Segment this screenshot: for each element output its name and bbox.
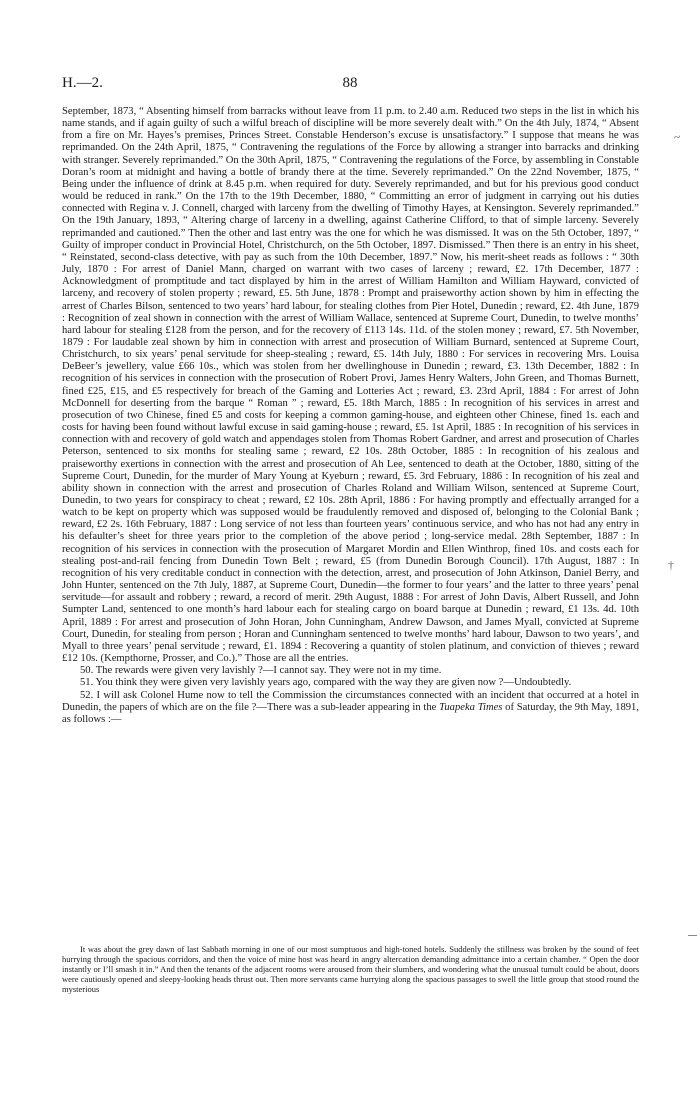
question-52 bbox=[62, 690, 639, 726]
margin-dash bbox=[688, 935, 697, 936]
margin-mark: † bbox=[668, 558, 674, 572]
question-52-end: of Saturday, the 9th May, 1891, as follows :— bbox=[62, 701, 639, 725]
question-52-start: 52. I will ask Colonel Hume now to tell the Commission the circumstances connected with an incident that occurred at a hotel in Dunedin, the papers of which are on the file ?—There was a sub-leader appearing in the bbox=[62, 689, 639, 713]
newspaper-title: Tuapeka Times bbox=[439, 701, 503, 713]
margin-mark: ~ bbox=[672, 129, 682, 145]
question-50: 50. The rewards were given very lavishly ?—I cannot say. They were not in my time. bbox=[80, 665, 442, 677]
quoted-article bbox=[62, 944, 639, 994]
series-label: H.—2. bbox=[62, 75, 103, 91]
page-number: 88 bbox=[342, 75, 358, 91]
question-51: 51. You think they were given very lavishly years ago, compared with the way they are given now ?—Undoubtedly. bbox=[80, 677, 572, 689]
paragraph-records: September, 1873, “ Absenting himself from barracks without leave from 11 p.m. to 2.40 a.m. Reduced two steps in the list in which his name stands, and if again guilty of such a wilful breach of discipline will be more severely dealt with.” On the 4th July, 1874, “ Absent from a fire on Mr. Hayes’s premises, Princes Street. Constable Henderson’s excuse is unsatisfactory.” I suppose that means he was reprimanded. On the 24th April, 1875, “ Contravening the regulations of the Force by allowing a stranger into barracks and drinking with stranger. Severely reprimanded.” On the 30th April, 1875, “ Contravening the regulations of the Force, by assembling in Constable Doran’s room at midnight and having a bottle of brandy there at the time. Severely reprimanded.” On the 22nd November, 1875, “ Being under the influence of drink at 8.45 p.m. when required for duty. Severely reprimanded, and but for his previous good conduct would be reduced in rank.” On the 17th to the 19th December, 1880, “ Committing an error of judgment in carrying out his duties connected with Regina v. J. Connell, charged with larceny from the dwelling of Timothy Hayes, at Kensington. Severely reprimanded.” On the 19th January, 1893, “ Altering charge of larceny in a dwelling, against Catherine Clifford, to that of simple larceny. Severely reprimanded and cautioned.” Then the other and last entry was the one for which he was dismissed. It was on the 5th October, 1897, “ Guilty of improper conduct in Provincial Hotel, Christchurch, on the 5th October, 1897. Dismissed.” Then there is an entry in his sheet, “ Reinstated, second-class detective, with pay as such from the 10th December, 1897.” Now, his merit-sheet reads as follows : “ 30th July, 1870 : For arrest of Daniel Mann, charged on warrant with two cases of larceny ; reward, £2. 17th December, 1877 : Acknowledgment of promptitude and tact displayed by him in the arrest of William Hamilton and William Hayward, convicted of larceny, and recovery of stolen property ; reward, £5. 5th June, 1878 : Prompt and praiseworthy action shown by him in effecting the arrest of Charles Bilson, sentenced to two years’ hard labour, for stealing clothes from Pier Hotel, Dunedin ; reward, £2. 4th June, 1879 : Recognition of zeal shown in connection with the arrest of William Wallace, sentenced at Supreme Court, Dunedin, to twelve months’ hard labour for stealing £128 from the person, and for the recovery of £113 14s. 11d. of the stolen money ; reward, £7. 5th November, 1879 : For laudable zeal shown by him in connection with arrest and prosecution of William Burnard, sentenced at Supreme Court, Christchurch, to six years’ penal servitude for sheep-stealing ; reward, £5. 14th July, 1880 : For services in recovering Mrs. Louisa DeBeer’s jewellery, value £66 10s., which was stolen from her dwellinghouse in Dunedin ; reward, £3. 13th December, 1882 : In recognition of his services in connection with the prosecution of Robert Provi, James Henry Walters, John Green, and Thomas Burnett, fined £25, £15, and £5 respectively for breach of the Gaming and Lotteries Act ; reward, £3. 23rd April, 1884 : For arrest of John McDonnell for deserting from the barque “ Roman ” ; reward, £5. 18th March, 1885 : In recognition of his services in arrest and prosecution of two Chinese, fined £5 and costs for keeping a common gaming-house, and eighteen other Chinese, fined 1s. each and costs for having been found without lawful excuse in said gaming-house ; reward, £5. 1st April, 1885 : In recognition of his services in connection with and recovery of gold watch and appendages stolen from Thomas Robert Gardner, and arrest and prosecution of Charles Peterson, sentenced to six months for stealing same ; reward, £2 10s. 28th October, 1885 : In recognition of his zealous and praiseworthy exertions in connection with the arrest and prosecution of Ah Lee, sentenced to death at the October, 1880, sitting of the Supreme Court, Dunedin, for the murder of Mary Young at Kyeburn ; reward, £5. 3rd February, 1886 : In recognition of his zeal and ability shown in connection with the arrest and prosecution of Charles Roland and William Wilson, sentenced at Supreme Court, Dunedin, to two years for conspiracy to cheat ; reward, £2 10s. 28th April, 1886 : For having promptly and effectually arranged for a watch to be kept on property which was supposed would be fraudulently removed and disposed of, belonging to the Colonial Bank ; reward, £2 2s. 16th February, 1887 : Long service of not less than fourteen years’ continuous service, and who has not had any entry in his defaulter’s sheet for three years prior to the completion of the above period ; long-service medal. 28th September, 1887 : In recognition of his services in connection with the prosecution of Margaret Mordin and Ellen Winthrop, fined 10s. and costs each for stealing post-and-rail fencing from Dunedin Town Belt ; reward, £5 (from Dunedin Borough Council). 17th August, 1887 : In recognition of his very creditable conduct in connection with the detection, arrest, and prosecution of John Atkinson, Daniel Berry, and John Hunter, sentenced on the 7th July, 1887, at Supreme Court, Dunedin—the former to four years’ and the latter to three years’ penal servitude—for assault and robbery ; reward, a record of merit. 29th August, 1888 : For arrest of John Davis, Albert Russell, and John Sumpter Land, sentenced to one month’s hard labour each for stealing cargo on board barque at Dunedin ; reward, £1 13s. 4d. 10th April, 1889 : For arrest and prosecution of John Horan, John Cunningham, Andrew Dawson, and James Myall, convicted at Supreme Court, Dunedin, for stealing from person ; Horan and Cunningham sentenced to twelve months’ hard labour, Dawson to two years’, and Myall to three years’ penal servitude ; reward, £1. 1894 : Recovering a quantity of stolen platinum, and conviction of thieves ; reward £12 10s. (Kempthorne, Prosser, and Co.).” Those are all the entries. bbox=[62, 106, 639, 665]
body-text bbox=[62, 106, 639, 726]
page-header bbox=[62, 75, 638, 95]
quoted-article-text: It was about the grey dawn of last Sabbath morning in one of our most sumptuous and high-toned hotels. Suddenly the stillness was broken by the sound of feet hurrying through the spacious corridors, and then the voice of mine host was heard in angry altercation demanding admittance into a certain chamber. “ Open the door instantly or I’ll smash it in.” And then the tenants of the adjacent rooms were aroused from their slumbers, and wondering what the unusual tumult could be about, doors were cautiously opened and sleepy-looking heads thrust out. Then more servants came hurrying along the spacious passages to swell the little group that stood round the mysterious bbox=[62, 944, 639, 994]
